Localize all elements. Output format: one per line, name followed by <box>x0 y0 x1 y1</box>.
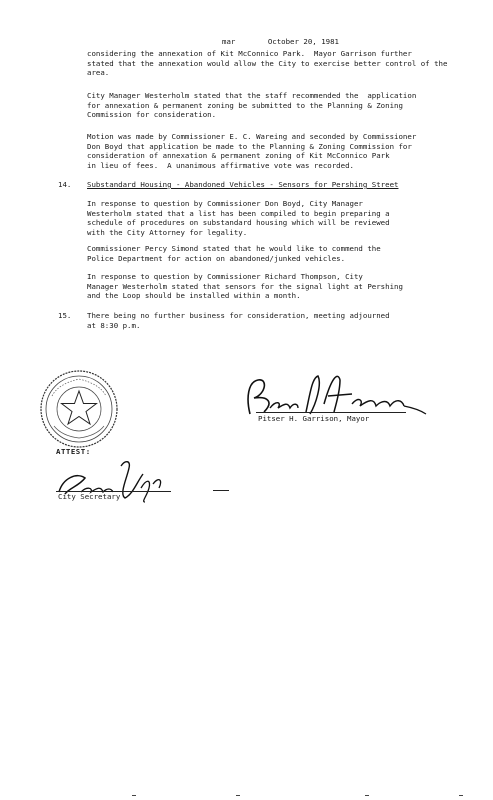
text-line: schedule of procedures on substandard housing which will be reviewed <box>87 218 390 228</box>
text-line: stated that the annexation would allow the City to exercise better control of the <box>87 58 448 68</box>
header-date: October 20, 1981 <box>267 37 340 46</box>
text-line: In response to question by Commissioner Don Boyd, City Manager <box>87 199 363 208</box>
city-seal-icon <box>38 368 120 450</box>
text-line: Commissioner Percy Simond stated that he would like to commend the <box>87 244 381 253</box>
item15-number: 15. <box>58 311 72 320</box>
item13-paragraph-3 <box>87 132 472 170</box>
item13-paragraph-2 <box>87 91 472 120</box>
text-line: with the City Attorney for legality. <box>87 227 248 237</box>
scan-mark <box>459 795 463 796</box>
text-line: Police Department for action on abandoned/junked vehicles. <box>87 253 346 263</box>
item14-paragraph-2 <box>87 244 472 263</box>
text-line: at 8:30 p.m. <box>87 320 141 330</box>
text-line: Commission for consideration. <box>87 110 217 120</box>
item15-text <box>87 311 472 330</box>
text-line: There being no further business for consideration, meeting adjourned <box>87 311 390 320</box>
secretary-title: City Secretary <box>58 492 121 501</box>
text-line: In response to question by Commissioner Richard Thompson, City <box>87 272 363 281</box>
attest-label: ATTEST: <box>56 447 91 456</box>
header-mar: mar <box>222 37 236 46</box>
scan-mark <box>236 795 240 796</box>
item14-number: 14. <box>58 180 72 189</box>
text-line: area. <box>87 68 110 78</box>
text-line: Westerholm stated that a list has been compiled to begin preparing a <box>87 208 390 218</box>
page-header <box>222 37 339 47</box>
text-line: Manager Westerholm stated that sensors for the signal light at Pershing <box>87 281 403 291</box>
text-line: Don Boyd that application be made to the Planning & Zoning Commission for <box>87 141 412 151</box>
item14-title-block <box>87 180 472 190</box>
item14-paragraph-3 <box>87 272 472 301</box>
text-line: City Manager Westerholm stated that the staff recommended the application <box>87 91 417 100</box>
text-line: in lieu of fees. A unanimous affirmative vote was recorded. <box>87 160 354 170</box>
text-line: and the Loop should be installed within a month. <box>87 291 301 301</box>
scan-mark <box>365 795 369 796</box>
item14-title: Substandard Housing - Abandoned Vehicles - Sensors for Pershing Street <box>87 180 399 189</box>
mayor-signature-line <box>256 412 406 413</box>
text-line: considering the annexation of Kit McConnico Park. Mayor Garrison further <box>87 49 412 58</box>
text-line: for annexation & permanent zoning be submitted to the Planning & Zoning <box>87 100 403 110</box>
item13-paragraph-1 <box>87 49 472 78</box>
mayor-name: Pitser H. Garrison, Mayor <box>258 414 370 423</box>
scan-mark <box>132 795 136 796</box>
item14-paragraph-1 <box>87 199 472 237</box>
divider-dash <box>213 490 229 491</box>
text-line: Motion was made by Commissioner E. C. Wareing and seconded by Commissioner <box>87 132 417 141</box>
text-line: consideration of annexation & permanent zoning of Kit McConnico Park <box>87 151 390 161</box>
